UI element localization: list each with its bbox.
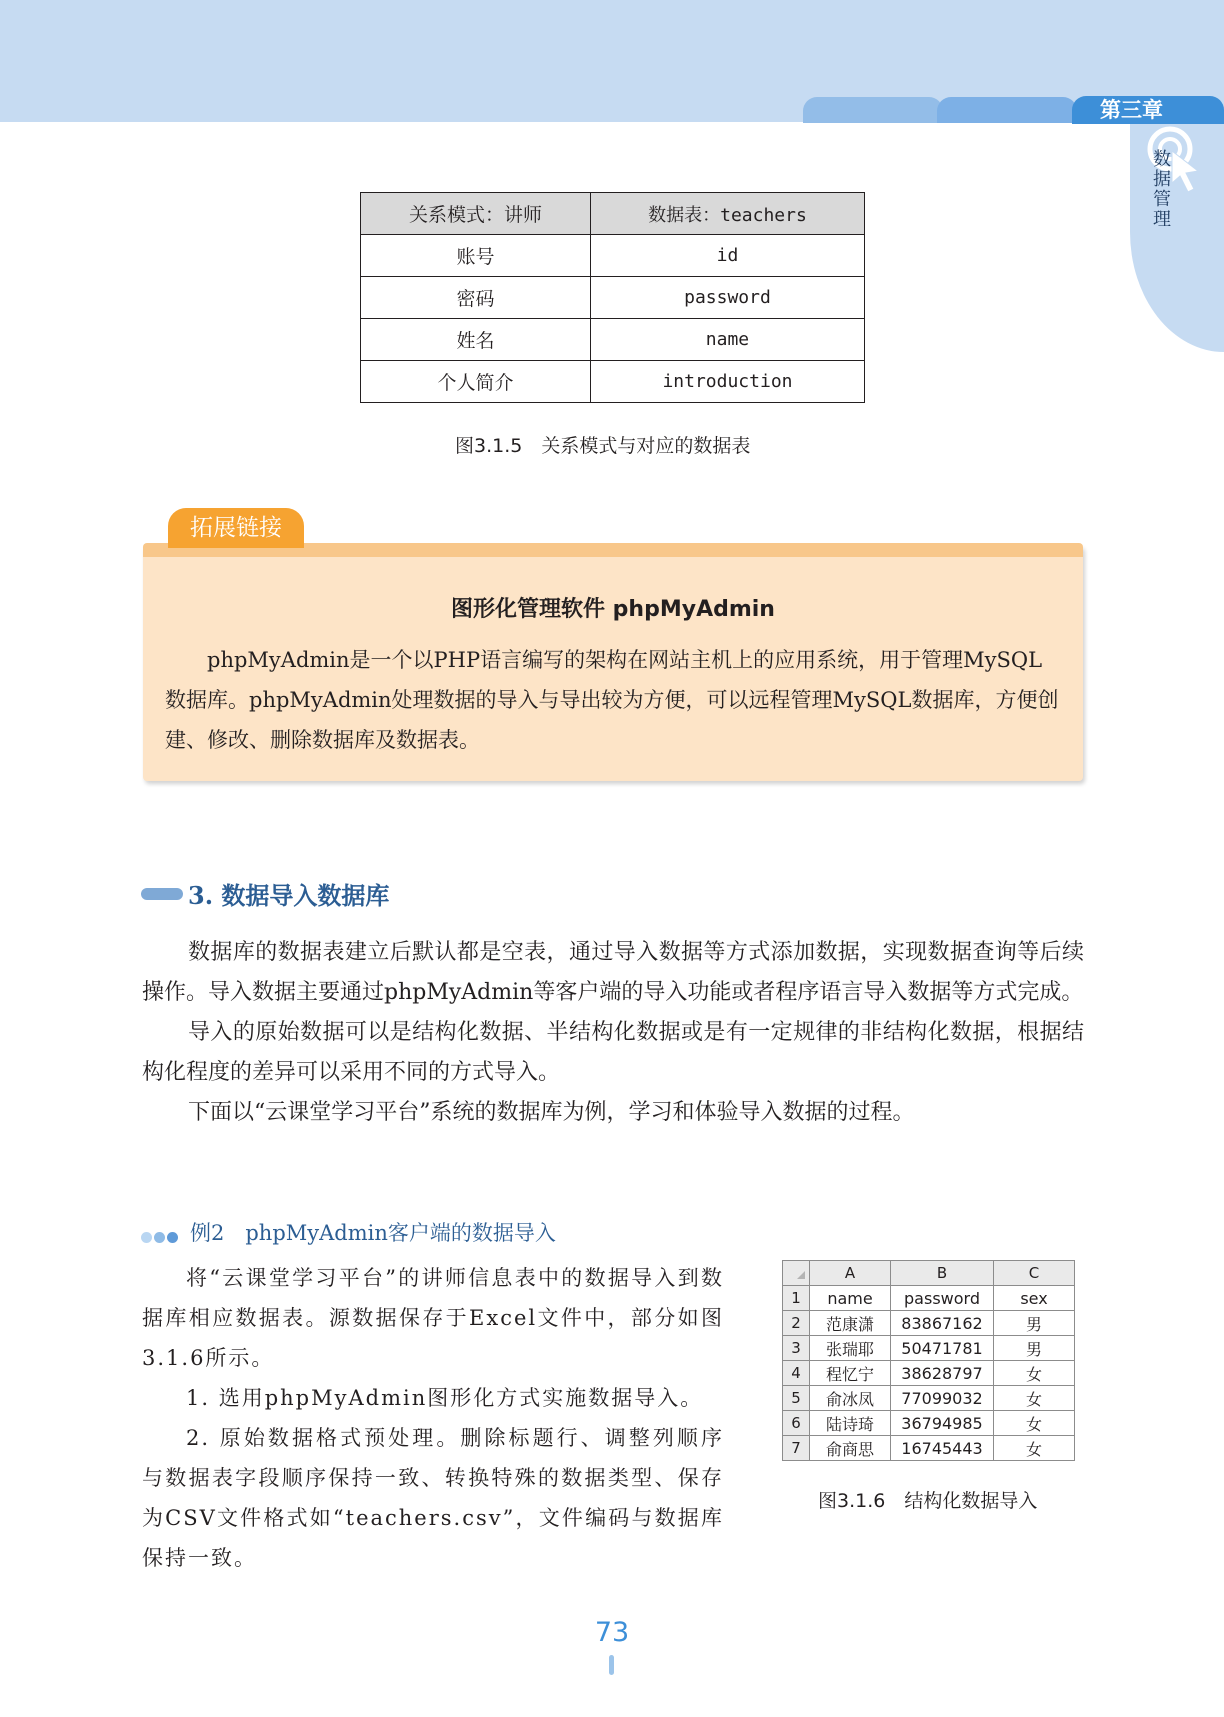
page-number-tick — [609, 1655, 614, 1675]
table-cell: password — [590, 277, 864, 319]
table-cell: 姓名 — [361, 319, 591, 361]
spreadsheet — [782, 1260, 1075, 1461]
spreadsheet-cell: 36794985 — [891, 1411, 994, 1436]
table-row — [361, 319, 865, 361]
spreadsheet-row — [783, 1286, 1075, 1311]
column-letter: C — [994, 1261, 1075, 1286]
spreadsheet-row — [783, 1411, 1075, 1436]
spreadsheet-cell: 女 — [994, 1411, 1075, 1436]
spreadsheet-row — [783, 1436, 1075, 1461]
row-number: 3 — [783, 1336, 810, 1361]
spreadsheet-cell: 女 — [994, 1361, 1075, 1386]
figure-caption: 图3.1.5 关系模式与对应的数据表 — [455, 435, 751, 457]
relation-table — [360, 192, 865, 403]
spreadsheet-cell: 陆诗琦 — [810, 1411, 891, 1436]
table-cell: 个人简介 — [361, 361, 591, 403]
paragraph: 数据库的数据表建立后默认都是空表，通过导入数据等方式添加数据，实现数据查询等后续操作。导入数据主要通过phpMyAdmin等客户端的导入功能或者程序语言导入数据等方式完成。 — [142, 940, 1084, 1005]
spreadsheet-cell: 俞商思 — [810, 1436, 891, 1461]
page-number: 73 — [594, 1617, 630, 1648]
extension-body — [165, 640, 1060, 760]
spreadsheet-cell: 张瑞耶 — [810, 1336, 891, 1361]
example-dots-icon — [141, 1228, 180, 1247]
table-header-row — [361, 193, 865, 235]
example-body — [142, 1258, 724, 1578]
row-number: 2 — [783, 1311, 810, 1336]
spreadsheet-cell: 16745443 — [891, 1436, 994, 1461]
extension-title: 图形化管理软件 phpMyAdmin — [451, 597, 775, 622]
spreadsheet-cell: sex — [994, 1286, 1075, 1311]
paragraph: 2. 原始数据格式预处理。删除标题行、调整列顺序与数据表字段顺序保持一致、转换特殊的数据类型、保存为CSV文件格式如“teachers.csv”，文件编码与数据库保持一致。 — [142, 1426, 724, 1570]
spreadsheet-cell: 38628797 — [891, 1361, 994, 1386]
figure-caption: 图3.1.6 结构化数据导入 — [818, 1490, 1038, 1512]
table-header-cell: 数据表：teachers — [590, 193, 864, 235]
table-cell: 账号 — [361, 235, 591, 277]
spreadsheet-column-header — [783, 1261, 1075, 1286]
column-letter: A — [810, 1261, 891, 1286]
spreadsheet-row — [783, 1336, 1075, 1361]
spreadsheet-cell: 程忆宁 — [810, 1361, 891, 1386]
extension-label: 拓展链接 — [168, 508, 304, 548]
spreadsheet-cell: password — [891, 1286, 994, 1311]
spreadsheet-corner — [783, 1261, 810, 1286]
table-header-cell: 关系模式：讲师 — [361, 193, 591, 235]
paragraph: 下面以“云课堂学习平台”系统的数据库为例，学习和体验导入数据的过程。 — [188, 1100, 915, 1125]
spreadsheet-cell: 83867162 — [891, 1311, 994, 1336]
section-marker — [141, 888, 183, 900]
chapter-tab: 第三章 — [1072, 96, 1224, 124]
paragraph: 导入的原始数据可以是结构化数据、半结构化数据或是有一定规律的非结构化数据，根据结构化程度的差异可以采用不同的方式导入。 — [142, 1020, 1084, 1085]
row-number: 1 — [783, 1286, 810, 1311]
row-number: 6 — [783, 1411, 810, 1436]
spreadsheet-row — [783, 1311, 1075, 1336]
table-cell: 密码 — [361, 277, 591, 319]
spreadsheet-cell: 俞冰凤 — [810, 1386, 891, 1411]
chapter-tab-decor-1 — [803, 97, 943, 123]
example-title: 例2 phpMyAdmin客户端的数据导入 — [190, 1221, 556, 1245]
section-title: 3. 数据导入数据库 — [188, 881, 390, 910]
spreadsheet-cell: 女 — [994, 1386, 1075, 1411]
row-number: 4 — [783, 1361, 810, 1386]
section-body — [142, 933, 1084, 1133]
column-letter: B — [891, 1261, 994, 1286]
extension-paragraph: phpMyAdmin是一个以PHP语言编写的架构在网站主机上的应用系统，用于管理MySQL数据库。phpMyAdmin处理数据的导入与导出较为方便，可以远程管理MySQL数据库，方便创建、修改、删除数据库及数据表。 — [165, 648, 1059, 752]
table-cell: introduction — [590, 361, 864, 403]
side-label: 数据管理 — [1153, 149, 1171, 230]
spreadsheet-cell: 男 — [994, 1311, 1075, 1336]
spreadsheet-cell: 范康潇 — [810, 1311, 891, 1336]
row-number: 7 — [783, 1436, 810, 1461]
paragraph: 将“云课堂学习平台”的讲师信息表中的数据导入到数据库相应数据表。源数据保存于Excel文件中，部分如图3.1.6所示。 — [142, 1266, 724, 1370]
table-row — [361, 277, 865, 319]
spreadsheet-select-all-icon — [797, 1271, 805, 1279]
chapter-tab-decor-2 — [937, 97, 1077, 123]
paragraph: 1. 选用phpMyAdmin图形化方式实施数据导入。 — [186, 1386, 704, 1410]
spreadsheet-cell: 男 — [994, 1336, 1075, 1361]
spreadsheet-cell: 女 — [994, 1436, 1075, 1461]
row-number: 5 — [783, 1386, 810, 1411]
spreadsheet-row — [783, 1386, 1075, 1411]
spreadsheet-row — [783, 1361, 1075, 1386]
table-row — [361, 235, 865, 277]
spreadsheet-cell: 50471781 — [891, 1336, 994, 1361]
table-row — [361, 361, 865, 403]
spreadsheet-cell: name — [810, 1286, 891, 1311]
spreadsheet-cell: 77099032 — [891, 1386, 994, 1411]
table-cell: name — [590, 319, 864, 361]
table-cell: id — [590, 235, 864, 277]
